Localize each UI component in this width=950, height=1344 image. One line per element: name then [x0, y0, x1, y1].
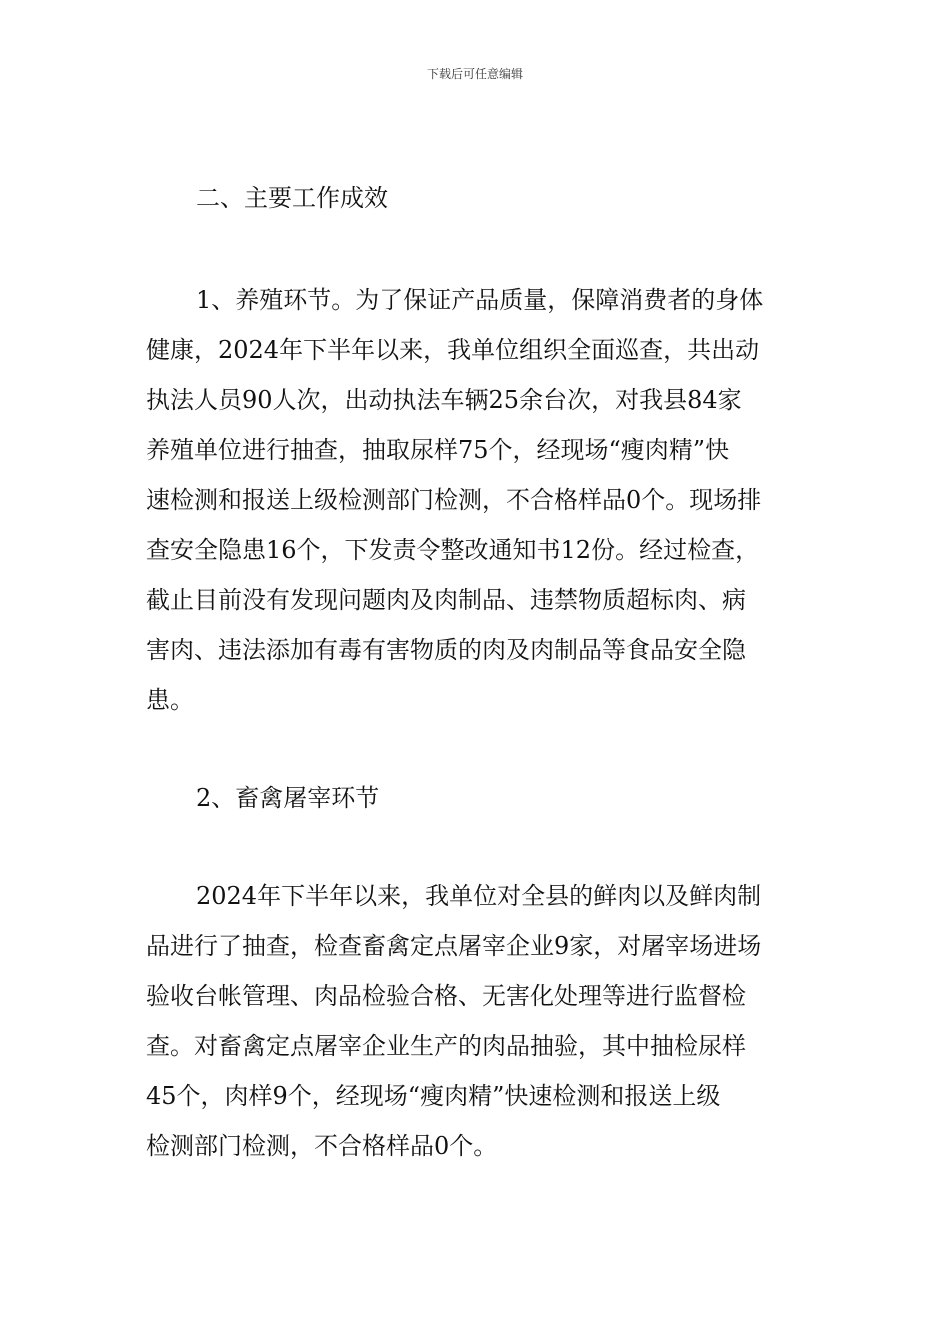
paragraph-line: 害肉、违法添加有毒有害物质的肉及肉制品等食品安全隐 [146, 636, 746, 664]
paragraph-breeding [146, 275, 810, 725]
paragraph-line: 验收台帐管理、肉品检验合格、无害化处理等进行监督检 [146, 982, 746, 1010]
paragraph-line: 2024年下半年以来，我单位对全县的鲜肉以及鲜肉制 [196, 882, 762, 910]
paragraph-line: 1、养殖环节。为了保证产品质量，保障消费者的身体 [196, 286, 764, 314]
paragraph-line: 执法人员90人次，出动执法车辆25余台次，对我县84家 [146, 386, 742, 414]
paragraph-slaughter [146, 871, 810, 1171]
paragraph-line: 养殖单位进行抽查，抽取尿样75个，经现场“瘦肉精”快 [146, 436, 730, 464]
paragraph-line: 品进行了抽查，检查畜禽定点屠宰企业9家，对屠宰场进场 [146, 932, 762, 960]
paragraph-line: 检测部门检测，不合格样品0个。 [146, 1132, 498, 1160]
paragraph-line: 速检测和报送上级检测部门检测，不合格样品0个。现场排 [146, 486, 762, 514]
header-note: 下载后可任意编辑 [426, 67, 523, 81]
section-heading: 二、主要工作成效 [196, 184, 388, 212]
paragraph-line: 查。对畜禽定点屠宰企业生产的肉品抽验，其中抽检尿样 [146, 1032, 746, 1060]
paragraph-line: 健康，2024年下半年以来，我单位组织全面巡查，共出动 [146, 336, 760, 364]
subsection-heading: 2、畜禽屠宰环节 [196, 784, 380, 812]
paragraph-line: 患。 [146, 686, 194, 714]
paragraph-line: 45个，肉样9个，经现场“瘦肉精”快速检测和报送上级 [146, 1082, 721, 1110]
paragraph-line: 查安全隐患16个，下发责令整改通知书12份。经过检查， [146, 536, 760, 564]
paragraph-line: 截止目前没有发现问题肉及肉制品、违禁物质超标肉、病 [146, 586, 746, 614]
